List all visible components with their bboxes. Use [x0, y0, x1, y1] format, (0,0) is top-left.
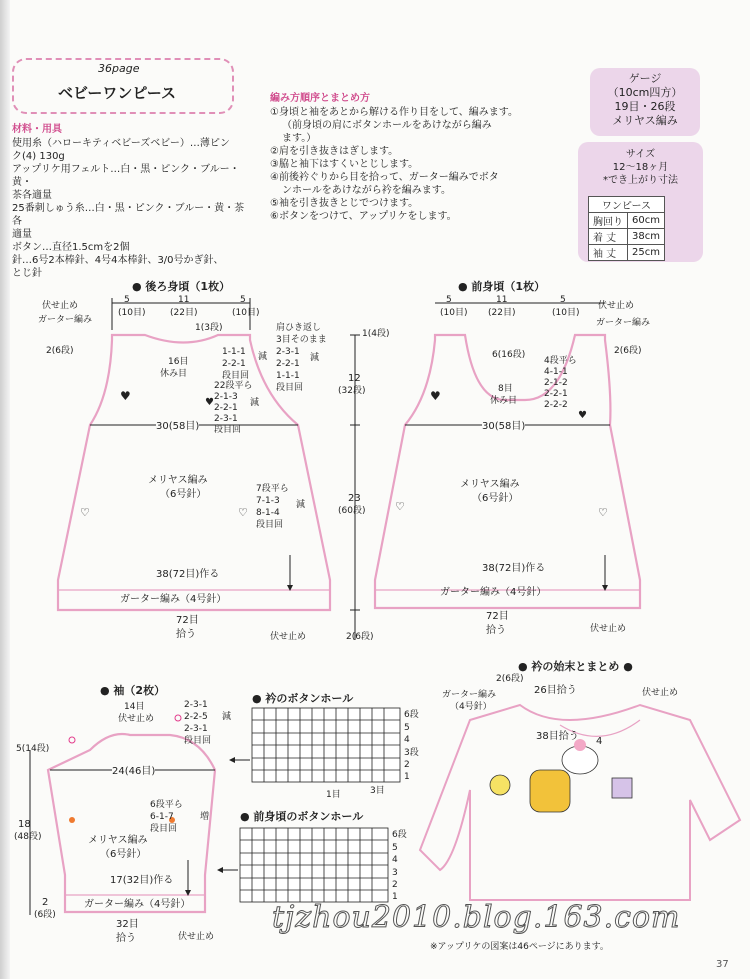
back-arm-line: 2-1-3 [214, 392, 238, 402]
front-title: ● 前身頃（1枚） [458, 280, 546, 293]
mid-h12-rows: (32段) [338, 386, 366, 396]
back-side-dec: 8-1-4 [256, 508, 280, 518]
materials-line: 使用糸（ハローキティベビーズベビー）…薄ピン [12, 138, 230, 149]
collar-bh-row: 2 [404, 760, 410, 770]
materials-line: アップリケ用フェルト…白・黒・ピンク・ブルー・黄・ [12, 164, 240, 188]
front-hem: 38(72目)作る [482, 563, 546, 574]
sleeve-top: 14目 [124, 702, 145, 712]
front-width-label: 11 [496, 295, 508, 305]
back-neck-dec: 1-1-1 [222, 347, 246, 357]
sleeve-pick2: 拾う [116, 933, 136, 944]
sleeve-cap: 2-3-1 [184, 700, 208, 710]
back-bindoff2: 伏せ止め [270, 632, 307, 642]
back-pick2: 拾う [176, 629, 196, 640]
sleeve-cap: 2-3-1 [184, 724, 208, 734]
front-bh-row: 2 [392, 880, 398, 890]
back-stitch: メリヤス編み [148, 475, 208, 486]
back-garter-label: ガーター編み [38, 315, 93, 325]
front-neck: 6(16段) [492, 350, 526, 360]
sleeve-inc: 段目回 [150, 824, 178, 834]
svg-text:♡: ♡ [598, 506, 608, 519]
back-bindoff-label: 伏せ止め [42, 301, 79, 311]
front-neck-dec: 4段平ら [544, 356, 577, 366]
back-shoulder-dec: 減 [310, 353, 320, 363]
sleeve-garter: ガーター編み（4号針） [84, 899, 191, 910]
watermark-text: tjzhou2010.blog.163.com [272, 900, 681, 935]
collar-bh-row: 1 [404, 772, 410, 782]
step-line: ⑤袖を引き抜きとじでつけます。 [270, 198, 419, 209]
sleeve-inc: 6-1-7 [150, 812, 174, 822]
sleeve-length-rows: (48段) [14, 832, 42, 842]
front-bindoff2: 伏せ止め [590, 624, 627, 634]
front-bh-row: 3 [392, 868, 398, 878]
collar-bh-row: 5 [404, 723, 410, 733]
back-width-label: (22目) [170, 308, 198, 318]
front-buttonhole-grid [240, 828, 388, 902]
size-range: 12～18ヶ月 [612, 162, 669, 173]
sleeve-cap-dec: 減 [222, 712, 232, 722]
front-bh-row: 1 [392, 892, 398, 902]
page-ref: 36page [98, 62, 140, 75]
back-width-label: 11 [178, 295, 190, 305]
collar-bh-title: ● 衿のボタンホール [252, 692, 354, 705]
front-neck-dec: 2-2-1 [544, 389, 568, 399]
step-line: ②肩を引き抜きはぎします。 [270, 146, 399, 157]
back-side-dec: 7段平ら [256, 484, 289, 494]
back-neck-dec: 段目回 [222, 371, 250, 381]
step-line: ンホールをあけながら衿を編みます。 [282, 185, 451, 196]
back-neck-rows: 1(3段) [195, 323, 223, 333]
size-col-header: ワンピース [589, 197, 665, 213]
svg-text:♡: ♡ [395, 500, 405, 513]
step-line: （前身頃の肩にボタンホールをあけながら編み [282, 120, 492, 131]
step-line: ①身頃と袖をあとから解ける作り目をして、編みます。 [270, 107, 518, 118]
materials-heading: 材料・用具 [12, 124, 62, 135]
size-label: 袖 丈 [589, 245, 628, 261]
size-note: *でき上がり寸法 [603, 175, 678, 186]
finish-rows: 2(6段) [496, 674, 524, 684]
materials-line: とじ針 [12, 268, 42, 279]
gauge-line: 19目・26段 [614, 100, 676, 113]
mid-h23: 23 [348, 493, 361, 504]
front-bh-title: ● 前身頃のボタンホール [240, 810, 364, 823]
back-shoulder-line: 3目そのまま [276, 335, 327, 345]
front-bh-row: 6段 [392, 830, 407, 840]
finish-pick-b: 38目拾う [536, 731, 579, 742]
collar-bh-b2: 3目 [370, 786, 385, 796]
finish-title: ● 衿の始末とまとめ ● [518, 660, 633, 673]
finish-bindoff: 伏せ止め [642, 688, 679, 698]
svg-text:♡: ♡ [238, 506, 248, 519]
front-width-label: 5 [446, 295, 452, 305]
sleeve-cuff: 2 [42, 897, 49, 908]
svg-text:♥: ♥ [120, 389, 131, 403]
mid-h23-rows: (60段) [338, 506, 366, 516]
front-rest: 8目 [498, 384, 513, 394]
finish-garter2: （4号針） [450, 702, 492, 712]
step-line: ③脇と袖下はすくいとじします。 [270, 159, 419, 170]
sleeve-width: 24(46目) [112, 766, 156, 777]
front-pick: 72目 [486, 611, 509, 622]
size-label: 胸回り [589, 213, 628, 229]
page-number: 37 [716, 959, 729, 970]
front-chest: 30(58目) [482, 421, 526, 432]
back-side-dec: 段目回 [256, 520, 284, 530]
materials-line: 針…6号2本棒針、4号4本棒針、3/0号かぎ針、 [12, 255, 224, 266]
sleeve-cap-height: 5(14段) [16, 744, 50, 754]
back-chest: 30(58目) [156, 421, 200, 432]
sleeve-inc: 6段平ら [150, 800, 183, 810]
back-hem-garter: ガーター編み（4号針） [120, 594, 227, 605]
page-title: ベビーワンピース [58, 84, 177, 102]
sleeve-cap: 段目回 [184, 736, 212, 746]
back-shoulder-line: 2-3-1 [276, 347, 300, 357]
collar-bh-row: 4 [404, 735, 410, 745]
back-shoulder-line: 肩ひき返し [276, 323, 322, 333]
materials-line: 茶各適量 [12, 190, 52, 201]
materials-line: ボタン…直径1.5cmを2個 [12, 242, 130, 253]
back-shoulder-line: 1-1-1 [276, 371, 300, 381]
front-side-row: 2(6段) [614, 346, 642, 356]
front-stitch: メリヤス編み [460, 479, 520, 490]
front-hem-garter: ガーター編み（4号針） [440, 587, 547, 598]
footnote: ※アップリケの図案は46ページにあります。 [430, 942, 609, 952]
collar-buttonhole-grid [252, 708, 400, 782]
sleeve-top2: 伏せ止め [118, 714, 155, 724]
size-heading: サイズ [625, 149, 656, 160]
back-title: ● 後ろ身頃（1枚） [132, 280, 231, 293]
steps-heading: 編み方順序とまとめ方 [270, 93, 370, 104]
back-shoulder-line: 2-2-1 [276, 359, 300, 369]
back-width-label: (10目) [232, 308, 260, 318]
step-line: ます。） [282, 133, 317, 144]
back-pick: 72目 [176, 615, 199, 626]
collar-bh-row: 3段 [404, 748, 419, 758]
mid-row1: 1(4段) [362, 329, 390, 339]
back-side-row: 2(6段) [46, 346, 74, 356]
front-neck-dec: 2-2-2 [544, 400, 568, 410]
gauge-line: メリヤス編み [612, 114, 678, 127]
mid-h12: 12 [348, 373, 361, 384]
back-rest: 16目 [168, 357, 189, 367]
size-label: 着 丈 [589, 229, 628, 245]
front-bindoff-label: 伏せ止め [598, 301, 635, 311]
applique-artwork [490, 739, 632, 812]
sleeve-inc-label: 増 [200, 812, 210, 822]
front-garter-label: ガーター編み [596, 318, 651, 328]
back-arm-line: 段目回 [214, 425, 242, 435]
materials-line: 適量 [12, 229, 32, 240]
front-width-label: (22目) [488, 308, 516, 318]
back-needle: （6号針） [160, 489, 207, 500]
svg-text:♥: ♥ [578, 410, 587, 421]
collar-bh-row: 6段 [404, 710, 419, 720]
finished-garment-shape [420, 705, 740, 900]
step-line: ⑥ボタンをつけて、アップリケをします。 [270, 211, 457, 222]
mid-row2: 2(6段) [346, 632, 374, 642]
materials-line: ク(4) 130g [12, 151, 65, 162]
finish-garter: ガーター編み [442, 690, 497, 700]
sleeve-cuff-rows: (6段) [34, 910, 56, 920]
back-shoulder-line: 段目回 [276, 383, 304, 393]
back-arm-dec: 減 [250, 398, 260, 408]
svg-text:♥: ♥ [205, 397, 214, 408]
back-hem: 38(72目)作る [156, 569, 220, 580]
sleeve-pick: 32目 [116, 919, 139, 930]
svg-text:♥: ♥ [430, 389, 441, 403]
front-rest2: 休み目 [490, 396, 518, 406]
back-side-dec: 7-1-3 [256, 496, 280, 506]
size-value: 38cm [628, 229, 665, 245]
back-width-label: 5 [240, 295, 246, 305]
size-value: 60cm [628, 213, 665, 229]
materials-line: 25番刺しゅう糸…白・黒・ピンク・ブルー・黄・茶各 [12, 203, 245, 227]
back-arm-line: 2-2-1 [214, 403, 238, 413]
finish-pick-a: 26目拾う [534, 685, 577, 696]
front-neck-dec: 2-1-2 [544, 378, 568, 388]
back-neck-dec: 2-2-1 [222, 359, 246, 369]
back-side-dec-label: 減 [296, 500, 306, 510]
back-rest2: 休み目 [160, 369, 188, 379]
sleeve-needle: （6号針） [100, 849, 147, 860]
collar-bh-b1: 1目 [326, 790, 341, 800]
back-width-label: (10目) [118, 308, 146, 318]
gauge-line: （10cm四方） [607, 86, 683, 99]
gauge-line: ゲージ [628, 72, 662, 85]
sleeve-length: 18 [18, 819, 31, 830]
svg-text:♡: ♡ [80, 506, 90, 519]
front-needle: （6号針） [472, 493, 519, 504]
sleeve-title: ● 袖（2枚） [100, 684, 166, 697]
front-width-label: 5 [560, 295, 566, 305]
front-bh-row: 4 [392, 855, 398, 865]
step-line: ④前後衿ぐりから目を拾って、ガーター編みでボタ [270, 172, 499, 183]
size-value: 25cm [628, 245, 665, 261]
front-width-label: (10目) [440, 308, 468, 318]
front-bh-row: 5 [392, 843, 398, 853]
finish-step: 4 [596, 736, 603, 747]
front-width-label: (10目) [552, 308, 580, 318]
back-arm-line: 22段平ら [214, 381, 253, 391]
front-neck-dec: 4-1-1 [544, 367, 568, 377]
back-width-label: 5 [124, 295, 130, 305]
sleeve-cap: 2-2-5 [184, 712, 208, 722]
sleeve-cast: 17(32目)作る [110, 875, 174, 886]
sleeve-stitch: メリヤス編み [88, 835, 148, 846]
sleeve-bindoff: 伏せ止め [178, 932, 215, 942]
front-pick2: 拾う [486, 625, 506, 636]
back-arm-line: 2-3-1 [214, 414, 238, 424]
back-neck-dec-label: 減 [258, 352, 268, 362]
